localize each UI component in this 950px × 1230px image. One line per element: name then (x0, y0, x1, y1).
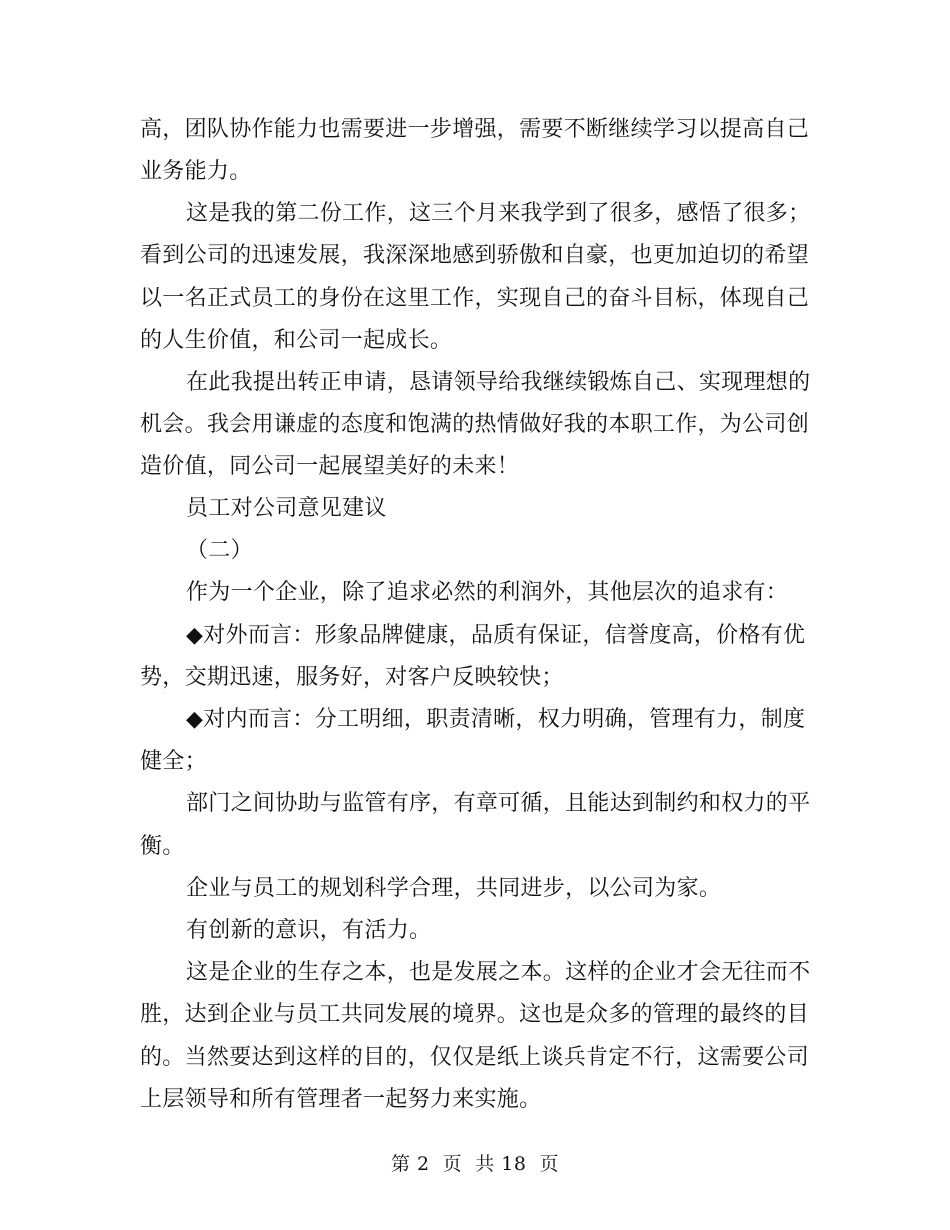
section-number: （二） (186, 538, 253, 563)
paragraph-start: 有创新的意识，有活力。 (186, 918, 432, 943)
text-line: 的人生价值，和公司一起成长。 (140, 328, 453, 353)
bullet-item: ◆对内而言：分工明细，职责清晰，权力明确，管理有力，制度 (186, 707, 806, 732)
paragraph-start: 企业与员工的规划科学合理，共同进步，以公司为家。 (186, 876, 722, 901)
bullet-item: ◆对外而言：形象品牌健康，品质有保证，信誉度高，价格有优 (186, 623, 806, 648)
paragraph-start: 这是企业的生存之本，也是发展之本。这样的企业才会无往而不 (186, 960, 811, 985)
text-line: 势，交期迅速，服务好，对客户反映较快； (140, 665, 564, 690)
text-line: 衡。 (140, 834, 185, 859)
paragraph-start: 在此我提出转正申请，恳请领导给我继续锻炼自己、实现理想的 (186, 370, 811, 395)
text-line: 以一名正式员工的身份在这里工作，实现自己的奋斗目标，体现自己 (140, 286, 810, 311)
paragraph-start: 部门之间协助与监管有序，有章可循，且能达到制约和权力的平 (186, 791, 811, 816)
section-heading: 员工对公司意见建议 (186, 496, 387, 521)
paragraph-start: 作为一个企业，除了追求必然的利润外，其他层次的追求有： (186, 580, 789, 605)
text-line: 胜，达到企业与员工共同发展的境界。这也是众多的管理的最终的目 (140, 1002, 810, 1027)
text-line: 业务能力。 (140, 159, 252, 184)
text-line: 机会。我会用谦虚的态度和饱满的热情做好我的本职工作，为公司创 (140, 412, 810, 437)
text-line: 上层领导和所有管理者一起努力来实施。 (140, 1087, 542, 1112)
page-number-footer: 第 2 页 共 18 页 (390, 1153, 560, 1175)
text-line: 看到公司的迅速发展，我深深地感到骄傲和自豪，也更加迫切的希望 (140, 243, 810, 268)
text-line: 高，团队协作能力也需要进一步增强，需要不断继续学习以提高自己 (140, 117, 810, 142)
paragraph-start: 这是我的第二份工作，这三个月来我学到了很多，感悟了很多； (186, 201, 811, 226)
text-line: 健全； (140, 749, 207, 774)
text-line: 造价值，同公司一起展望美好的未来！ (140, 454, 520, 479)
text-line: 的。当然要达到这样的目的，仅仅是纸上谈兵肯定不行，这需要公司 (140, 1045, 810, 1070)
